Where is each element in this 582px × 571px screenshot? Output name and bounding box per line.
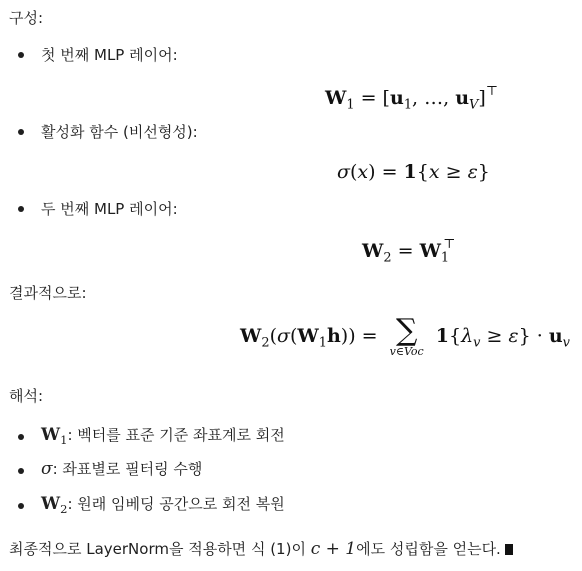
conclusion-math: c + 1 — [310, 539, 357, 559]
composition-heading: 구성: — [9, 9, 44, 27]
bullet-dot — [18, 52, 24, 58]
bullet-dot — [18, 468, 24, 474]
symbol-sigma: σ — [41, 459, 53, 479]
composition-item-3: 두 번째 MLP 레이어: — [41, 200, 178, 218]
interpretation-item-2 — [41, 459, 202, 479]
equation-w2-definition: $W_2 = W_1^⊤$ — [362, 237, 456, 266]
bullet-dot — [18, 434, 24, 440]
equation-result: $W_2(\sigma(W_1h))$ = ∑ v∈Voc $1\{\lambda_v \ge \varepsilon\} \cdot u_v$ — [240, 313, 570, 358]
bullet-dot — [18, 503, 24, 509]
qed-square-icon — [505, 544, 513, 555]
bullet-dot — [18, 206, 24, 212]
interpretation-item-1-text: : 벡터를 표준 기준 좌표계로 회전 — [67, 426, 285, 444]
equation-w1-definition: $W_1 = [u_1$, …, $u_V]^⊤$ — [325, 84, 498, 113]
composition-item-1: 첫 번째 MLP 레이어: — [41, 46, 178, 64]
conclusion-suffix: 에도 성립함을 얻는다. — [356, 540, 501, 558]
interpretation-item-2-text: : 좌표별로 필터링 수행 — [52, 460, 203, 478]
conclusion-prefix: 최종적으로 LayerNorm을 적용하면 식 (1)이 — [9, 540, 311, 558]
conclusion-paragraph — [9, 539, 513, 559]
result-heading: 결과적으로: — [9, 284, 87, 302]
interpretation-heading: 해석: — [9, 387, 44, 405]
summation-operator: ∑ v∈Voc — [389, 313, 424, 358]
composition-item-2: 활성화 함수 (비선형성): — [41, 123, 198, 141]
symbol-w2: $W_2$ — [41, 494, 68, 517]
interpretation-item-3 — [41, 494, 285, 519]
interpretation-item-3-text: : 원래 임베딩 공간으로 회전 복원 — [67, 495, 285, 513]
symbol-w1: $W_1$ — [41, 425, 68, 448]
summation-subscript: v∈Voc — [389, 345, 424, 358]
interpretation-item-1 — [41, 425, 285, 450]
bullet-dot — [18, 129, 24, 135]
equation-activation: σ(x) = 1{x ≥ ε} — [337, 161, 490, 183]
